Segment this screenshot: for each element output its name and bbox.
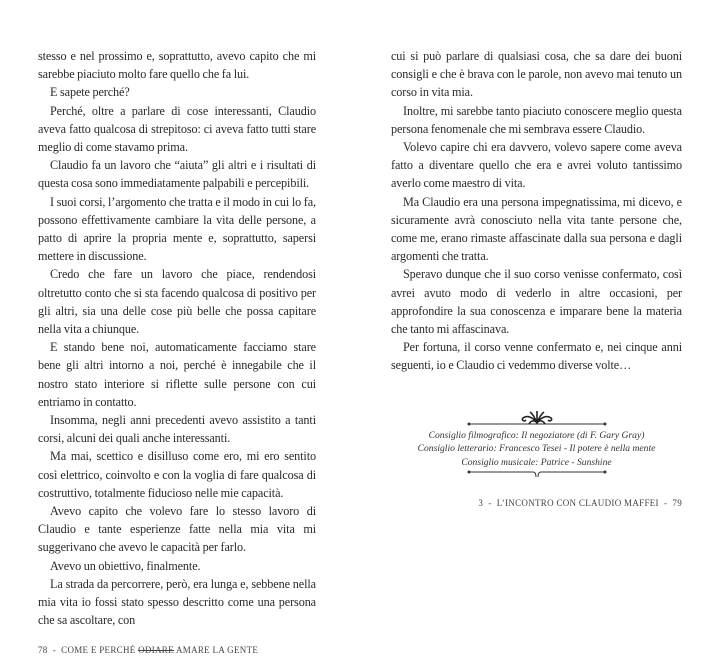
- right-page-footer: [391, 483, 682, 509]
- paragraph: cui si può parlare di qualsiasi cosa, che sa dare dei buoni consigli e che è brava con le parole, non avevo mai tenuto un corso in vita mia.: [391, 49, 682, 100]
- footer-separator: -: [663, 498, 668, 508]
- ornament-bottom-icon: [467, 469, 607, 479]
- book-title-struck-word: ODIARE: [138, 644, 174, 655]
- paragraph: Ma mai, scettico e disilluso come ero, mi ero sentito così elettrico, coinvolto e con la voglia di fare qualcosa di costruttivo, totalmente fiducioso nelle mie capacità.: [38, 449, 316, 500]
- page-number: 79: [672, 498, 682, 508]
- right-page: [391, 47, 682, 509]
- left-page: [38, 47, 316, 656]
- book-recommendation: Consiglio letterario: Francesco Tesei - Il potere è nella mente: [417, 443, 656, 455]
- recommendations-box: [417, 409, 656, 480]
- chapter-number: 3: [478, 498, 484, 508]
- ornament-top-icon: [467, 409, 607, 429]
- footer-separator: -: [488, 498, 492, 508]
- paragraph: Per fortuna, il corso venne confermato e, nei cinque anni seguenti, io e Claudio ci vedemmo diverse volte…: [391, 340, 682, 373]
- book-title: COME E PERCHÉ: [61, 644, 136, 655]
- paragraph: Insomma, negli anni precedenti avevo assistito a tanti corsi, alcuni dei quali anche interessanti.: [38, 413, 316, 446]
- music-recommendation: Consiglio musicale: Patrice - Sunshine: [461, 456, 612, 468]
- paragraph: Avevo capito che volevo fare lo stesso lavoro di Claudio e tante esperienze fatte nella mia vita mi suggerivano che avevo le capacità per farlo.: [38, 504, 316, 555]
- film-recommendation: Consiglio filmografico: Il negoziatore (di F. Gary Gray): [428, 429, 645, 441]
- left-page-footer: [38, 630, 316, 656]
- paragraph: E sapete perché?: [50, 85, 130, 100]
- paragraph: La strada da percorrere, però, era lunga e, sebbene nella mia vita io fossi stato spesso descritto come una persona che sa ascoltare, con: [38, 576, 316, 628]
- paragraph: Speravo dunque che il suo corso venisse confermato, così avrei avuto modo di vederlo in altre occasioni, per approfondire la sua conoscenza e imparare bene la materia che tanto mi affascinava.: [391, 267, 682, 337]
- paragraph: Avevo un obiettivo, finalmente.: [50, 558, 201, 573]
- page-number: 78: [38, 644, 48, 655]
- book-title-end: AMARE LA GENTE: [175, 644, 259, 655]
- paragraph: Credo che fare un lavoro che piace, rendendosi oltretutto conto che si sta facendo qualcosa di positivo per gli altri, sia una delle cose più belle che possa capitare nella vita a chiunque.: [38, 267, 316, 337]
- paragraph: Volevo capire chi era davvero, volevo sapere come aveva fatto a diventare quello che era e avrei voluto tantissimo averlo come maestro di vita.: [391, 140, 682, 191]
- paragraph: stesso e nel prossimo e, soprattutto, avevo capito che mi sarebbe piaciuto molto fare quello che fa lui.: [38, 49, 316, 82]
- chapter-title: L’INCONTRO CON CLAUDIO MAFFEI: [496, 498, 659, 508]
- paragraph: Ma Claudio era una persona impegnatissima, mi dicevo, e sicuramente avrà conosciuto nella vita tante persone che, come me, erano rimaste affascinate dalla sua persona e dagli argomenti che tratta.: [391, 194, 682, 264]
- paragraph: Inoltre, mi sarebbe tanto piaciuto conoscere meglio questa persona fenomenale che mi sembrava essere Claudio.: [391, 103, 682, 136]
- paragraph: Perché, oltre a parlare di cose interessanti, Claudio aveva fatto qualcosa di strepitoso: ci aveva fatto tutti stare meglio di come stavamo prima.: [38, 103, 316, 155]
- paragraph: E stando bene noi, automaticamente facciamo stare bene gli altri intorno a noi, perché è innegabile che il nostro stato interiore si riflette sulle persone con cui entriamo in contatto.: [38, 340, 316, 409]
- paragraph: I suoi corsi, l’argomento che tratta e il modo in cui lo fa, possono effettivamente cambiare la vita delle persone, a patto di aprire la propria mente e, soprattutto, sapersi mettere in discussione.: [38, 194, 316, 264]
- footer-separator: -: [52, 644, 57, 655]
- paragraph: Claudio fa un lavoro che “aiuta” gli altri e i risultati di questa cosa sono immediatamente palpabili e percepibili.: [38, 158, 316, 191]
